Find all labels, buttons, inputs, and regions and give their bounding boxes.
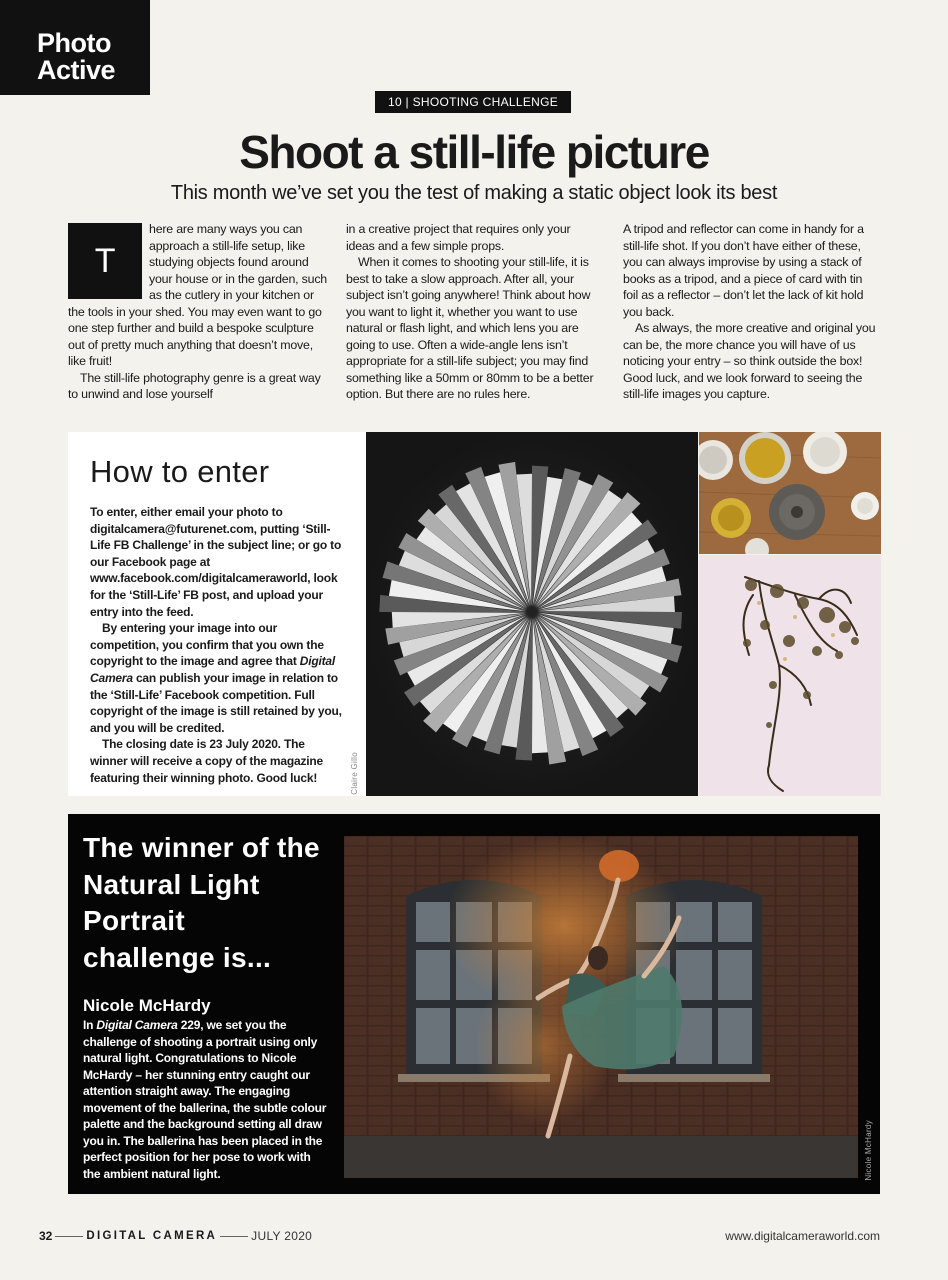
drop-cap: T — [68, 223, 142, 299]
winner-text-run: 229, we set you the challenge of shooting a portrait using only natural light. Congratulations to Nicole McHardy – her stunning entry caught our attention straight away. The engaging movement of the ballerina, the subtle colour palette and the background setting all draw you in. The ballerina has been placed in the perfect position for her pose to work with the ambient natural light. — [83, 1018, 327, 1181]
page-title: Shoot a still-life picture — [239, 126, 709, 178]
magazine-title: DIGITAL CAMERA — [86, 1230, 218, 1242]
footer-divider — [220, 1236, 248, 1237]
paper-fan-illustration — [366, 432, 698, 796]
intro-paragraph: here are many ways you can approach a still-life setup, like studying objects found around your house or in the garden, such as the cutlery in your kitchen or the tools in your shed. You may even want to go one step further and build a bespoke sculpture out of pretty much anything that doesn’t move, like fruit! — [68, 222, 328, 368]
winner-description — [83, 1017, 328, 1182]
winner-name: Nicole McHardy — [83, 996, 211, 1015]
enter-paragraph-3: The closing date is 23 July 2020. The winner will receive a copy of the magazine featuring their winning photo. Good luck! — [90, 737, 324, 785]
page-number: 32 — [39, 1229, 53, 1243]
intro-paragraph: in a creative project that requires only your ideas and a few simple props. — [346, 222, 571, 253]
magazine-name: Digital Camera — [96, 1018, 178, 1032]
how-to-enter-box — [68, 432, 366, 796]
how-to-enter-title: How to enter — [90, 454, 270, 489]
winner-title: The winner of the Natural Light Portrait challenge is... — [83, 832, 320, 973]
intro-paragraph: A tripod and reflector can come in handy for a still-life shot. If you don’t have either of these, you can always improvise by using a stack of books as a tripod, and a piece of card with tin foil as a reflector – don’t let the lack of kit hold you back. — [623, 222, 864, 319]
enter-paragraph-2 — [90, 620, 344, 736]
paper-fan-photo — [366, 432, 698, 796]
photo-credit: Claire Gillo — [350, 752, 359, 795]
crockery-photo — [699, 432, 881, 554]
winner-photo-credit: Nicole McHardy — [864, 1120, 873, 1181]
issue-date: JULY 2020 — [251, 1229, 313, 1243]
enter-text-run: By entering your image into our competition, you confirm that you own the copyright to the image and agree that — [90, 621, 324, 669]
intro-column-2 — [346, 221, 602, 403]
winning-ballerina-photo — [344, 836, 858, 1178]
brand-line-1: Photo — [37, 28, 111, 58]
enter-text-run: can publish your image in relation to the ‘Still-Life’ Facebook competition. Full copyright of the image is still retained by you, and you will be credited. — [90, 670, 342, 735]
crockery-illustration — [699, 432, 881, 554]
ballerina-illustration — [344, 836, 858, 1178]
seaweed-illustration — [699, 555, 881, 796]
how-to-enter-text — [90, 504, 344, 786]
section-kicker: 10 | SHOOTING CHALLENGE — [375, 91, 571, 113]
winner-text-run: In — [83, 1018, 97, 1032]
winner-panel — [68, 814, 880, 1194]
page-footer — [39, 1228, 312, 1244]
website-url: www.digitalcameraworld.com — [725, 1229, 880, 1243]
seaweed-photo — [699, 555, 881, 796]
intro-paragraph: When it comes to shooting your still-life, it is best to take a slow approach. After all, your subject isn’t going anywhere! Think about how you want to light it, whether you want to use natural or flash light, and which lens you are going to use. Often a wide-angle lens isn’t appropriate for a still-life subject; you may find something like a 50mm or 80mm to be a better option. But there are no rules here. — [346, 255, 594, 401]
brand-logo — [0, 0, 150, 95]
footer-divider — [55, 1236, 83, 1237]
intro-column-1 — [68, 221, 330, 403]
standfirst: This month we’ve set you the test of making a static object look its best — [170, 182, 778, 204]
fan-center — [527, 607, 537, 617]
intro-paragraph: The still-life photography genre is a great way to unwind and lose yourself — [68, 370, 321, 401]
intro-paragraph: As always, the more creative and original you can be, the more chance you will have of us noticing your entry – so think outside the box! Good luck, and we look forward to seeing the still-life images you capture. — [623, 321, 876, 401]
intro-column-3 — [623, 221, 879, 403]
magazine-name: Digital Camera — [90, 654, 336, 685]
brand-line-2: Active — [37, 55, 116, 85]
enter-paragraph-1: To enter, either email your photo to digitalcamera@futurenet.com, putting ‘Still-Life FB Challenge’ in the subject line; or go to our Facebook page at www.facebook.com/digitalcameraworld, look for the ‘Still-Life’ FB post, and upload your entry into the feed. — [90, 505, 342, 619]
